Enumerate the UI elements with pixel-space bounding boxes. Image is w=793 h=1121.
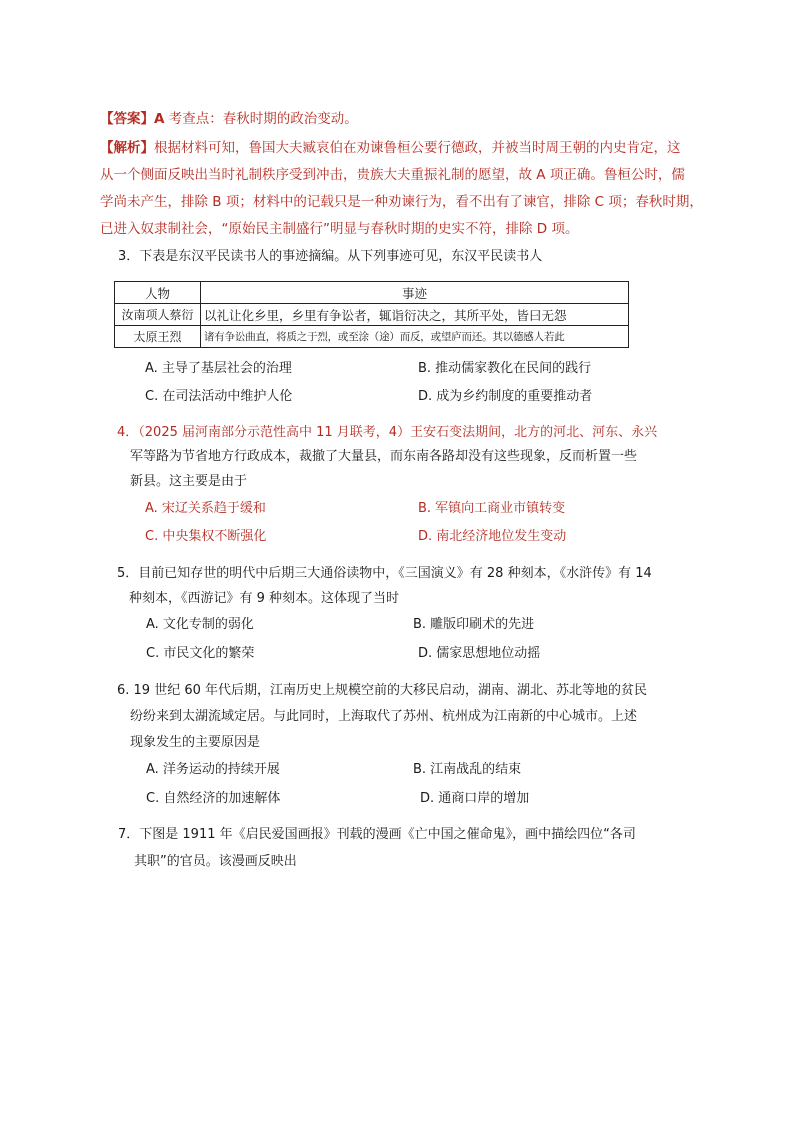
q5-line-2: 种刻本，《西游记》有 9 种刻本。这体现了当时: [129, 591, 400, 606]
q3-option-c[interactable]: C. 在司法活动中维护人伦: [145, 389, 293, 404]
q3-events-table: [114, 281, 629, 348]
q4-option-b[interactable]: B. 军镇向工商业市镇转变: [418, 501, 566, 516]
q6-line-3: 现象发生的主要原因是: [130, 735, 261, 750]
answer-value: A: [154, 111, 165, 127]
q6-line-1: 6. 19 世纪 60 年代后期，江南历史上规模空前的大移民启动，湖南、湖北、苏北等地的贫民: [117, 683, 648, 698]
table-header-person: 人物: [115, 282, 201, 304]
table-cell-person: 太原王烈: [115, 326, 201, 348]
q4-line-1: 4．（2025 届河南部分示范性高中 11 月联考，4）王安石变法期间，北方的河北、河东、永兴: [117, 425, 658, 440]
q5-option-a[interactable]: A. 文化专制的弱化: [146, 617, 254, 632]
q5-line-1: 5．目前已知存世的明代中后期三大通俗读物中，《三国演义》有 28 种刻本，《水浒传》有 14: [117, 566, 652, 581]
q7-line-1: 7．下图是 1911 年《启民爱国画报》刊载的漫画《亡中国之催命鬼》，画中描绘四位“各司: [118, 827, 636, 842]
table-row: [115, 304, 629, 326]
answer-text: 考查点：春秋时期的政治变动。: [164, 111, 358, 127]
q3-option-b[interactable]: B. 推动儒家教化在民间的践行: [418, 361, 592, 376]
q4-line-3: 新县。这主要是由于: [130, 474, 248, 489]
analysis-tag: 【解析】: [100, 140, 154, 156]
answer-tag: 【答案】: [100, 111, 154, 127]
table-header-events: 事迹: [201, 282, 629, 304]
q5-option-c[interactable]: C. 市民文化的繁荣: [146, 646, 255, 661]
q3-option-d[interactable]: D. 成为乡约制度的重要推动者: [418, 389, 593, 404]
q6-option-a[interactable]: A. 洋务运动的持续开展: [146, 762, 280, 777]
q5-option-d[interactable]: D. 儒家思想地位动摇: [418, 646, 541, 661]
q6-option-b[interactable]: B. 江南战乱的结束: [413, 762, 522, 777]
q3-option-a[interactable]: A. 主导了基层社会的治理: [145, 361, 292, 376]
q4-option-d[interactable]: D. 南北经济地位发生变动: [418, 529, 567, 544]
q6-option-d[interactable]: D. 通商口岸的增加: [420, 791, 530, 806]
q6-option-c[interactable]: C. 自然经济的加速解体: [146, 791, 281, 806]
analysis-line-1: 【解析】根据材料可知，鲁国大夫臧哀伯在劝谏鲁桓公要行德政，并被当时周王朝的内史肯定，这: [100, 140, 681, 156]
answer-line: [100, 110, 358, 128]
table-cell-person: 汝南项人蔡衍: [115, 304, 201, 326]
analysis-line-3: 学尚未产生，排除 B 项；材料中的记载只是一种劝谏行为，看不出有了谏官，排除 C 项；春秋时期，: [100, 194, 703, 210]
q5-option-b[interactable]: B. 雕版印刷术的先进: [413, 617, 535, 632]
q7-line-2: 其职”的官员。该漫画反映出: [134, 854, 297, 869]
q3-stem: 3．下表是东汉平民读书人的事迹摘编。从下列事迹可见，东汉平民读书人: [118, 249, 543, 264]
table-cell-events: 以礼让化乡里，乡里有争讼者，辄诣衍决之，其所平处，皆曰无怨: [201, 304, 629, 326]
table-cell-events: 诸有争讼曲直，将质之于烈，或至涂（途）而反，或望庐而还。其以德感人若此: [201, 326, 629, 348]
q4-option-c[interactable]: C. 中央集权不断强化: [145, 529, 267, 544]
table-row: [115, 326, 629, 348]
analysis-line-4: 已进入奴隶制社会，“原始民主制盛行”明显与春秋时期的史实不符，排除 D 项。: [100, 221, 579, 237]
analysis-line-2: 从一个侧面反映出当时礼制秩序受到冲击，贵族大夫重振礼制的愿望，故 A 项正确。鲁桓公时，儒: [100, 167, 685, 183]
q4-line-2: 军等路为节省地方行政成本，裁撤了大量县，而东南各路却没有这些现象，反而析置一些: [130, 449, 638, 464]
table-header-row: [115, 282, 629, 304]
q4-option-a[interactable]: A. 宋辽关系趋于缓和: [145, 501, 266, 516]
q6-line-2: 纷纷来到太湖流域定居。与此同时，上海取代了苏州、杭州成为江南新的中心城市。上述: [130, 709, 638, 724]
